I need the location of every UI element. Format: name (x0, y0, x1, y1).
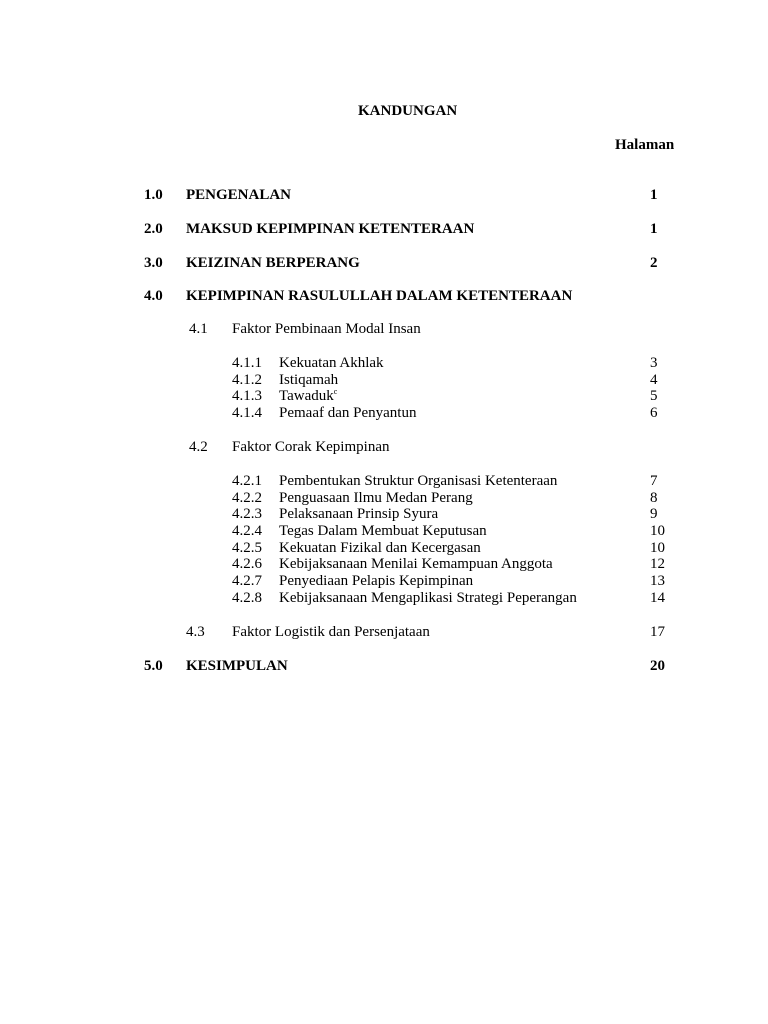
item-page: 12 (650, 556, 665, 572)
item-number: 4.2.2 (232, 490, 262, 506)
item-title: Pelaksanaan Prinsip Syura (279, 506, 439, 522)
item-page: 4 (650, 372, 658, 388)
item-title: Kebijaksanaan Mengaplikasi Strategi Peperangan (279, 590, 577, 606)
item-title-superscript: c (333, 387, 338, 396)
subsection-title: Faktor Logistik dan Persenjataan (232, 624, 430, 640)
item-title: Penyediaan Pelapis Kepimpinan (279, 573, 474, 589)
item-page: 10 (650, 523, 665, 539)
section-title: KEIZINAN BERPERANG (186, 255, 360, 271)
item-page: 10 (650, 540, 665, 556)
section-number: 1.0 (144, 187, 163, 203)
item-page: 3 (650, 355, 658, 371)
section-title: KESIMPULAN (186, 658, 288, 674)
item-number: 4.2.1 (232, 473, 262, 489)
page-column-header: Halaman (615, 137, 675, 153)
section-number: 3.0 (144, 255, 163, 271)
subsection-page: 17 (650, 624, 665, 640)
item-number: 4.2.4 (232, 523, 262, 539)
item-page: 7 (650, 473, 658, 489)
section-number: 4.0 (144, 288, 163, 304)
section-number: 5.0 (144, 658, 163, 674)
item-title: Kekuatan Akhlak (279, 355, 384, 371)
subsection-title: Faktor Pembinaan Modal Insan (232, 321, 421, 337)
section-number: 2.0 (144, 221, 163, 237)
item-page: 5 (650, 388, 658, 404)
section-page: 2 (650, 255, 658, 271)
item-number: 4.2.8 (232, 590, 262, 606)
item-number: 4.2.5 (232, 540, 262, 556)
item-title: Kekuatan Fizikal dan Kecergasan (279, 540, 481, 556)
item-title: Pembentukan Struktur Organisasi Ketenteraan (279, 473, 558, 489)
item-page: 14 (650, 590, 665, 606)
item-title: Pemaaf dan Penyantun (279, 405, 417, 421)
item-number: 4.2.6 (232, 556, 262, 572)
item-number: 4.1.1 (232, 355, 262, 371)
item-title-text: Tawaduk (279, 388, 334, 404)
subsection-number: 4.1 (189, 321, 208, 337)
subsection-number: 4.2 (189, 439, 208, 455)
item-title: Kebijaksanaan Menilai Kemampuan Anggota (279, 556, 553, 572)
item-page: 6 (650, 405, 658, 421)
item-title (279, 388, 337, 405)
section-page: 1 (650, 221, 658, 237)
item-page: 13 (650, 573, 665, 589)
section-title: KEPIMPINAN RASULULLAH DALAM KETENTERAAN (186, 288, 573, 304)
section-title: PENGENALAN (186, 187, 292, 203)
item-number: 4.2.3 (232, 506, 262, 522)
subsection-number: 4.3 (186, 624, 205, 640)
section-page: 20 (650, 658, 665, 674)
section-page: 1 (650, 187, 658, 203)
subsection-title: Faktor Corak Kepimpinan (232, 439, 390, 455)
item-number: 4.1.3 (232, 388, 262, 404)
item-title: Istiqamah (279, 372, 339, 388)
section-title: MAKSUD KEPIMPINAN KETENTERAAN (186, 221, 475, 237)
item-number: 4.1.4 (232, 405, 262, 421)
item-number: 4.2.7 (232, 573, 262, 589)
item-number: 4.1.2 (232, 372, 262, 388)
item-title: Penguasaan Ilmu Medan Perang (279, 490, 473, 506)
item-title: Tegas Dalam Membuat Keputusan (279, 523, 487, 539)
item-page: 9 (650, 506, 658, 522)
item-page: 8 (650, 490, 658, 506)
document-title: KANDUNGAN (358, 103, 458, 119)
